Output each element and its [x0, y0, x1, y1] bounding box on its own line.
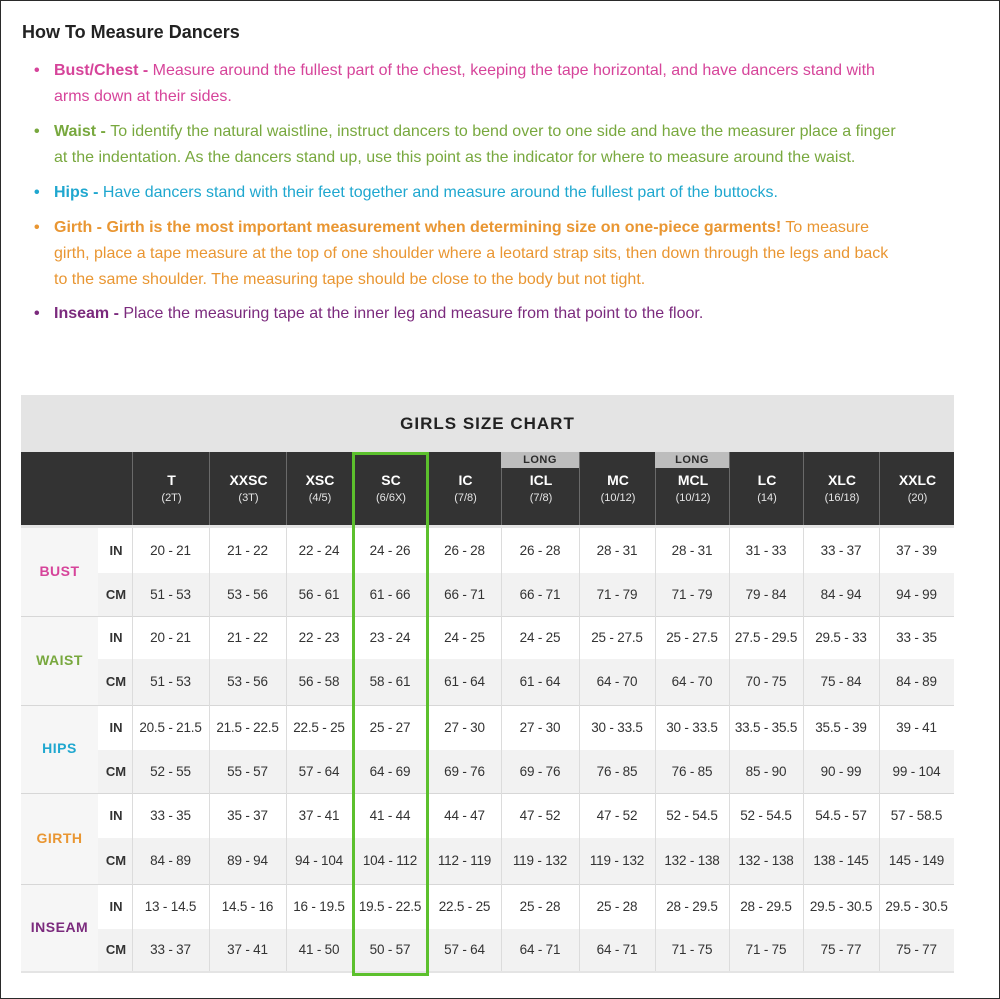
unit-label: IN — [109, 629, 123, 645]
table-cell: 44 - 47 — [444, 807, 485, 823]
category-divider — [21, 705, 954, 706]
tip-term: Girth — [54, 219, 93, 236]
size-code: SC — [381, 472, 401, 488]
size-equivalent: (20) — [907, 492, 928, 504]
category-label-hips: HIPS — [42, 740, 77, 756]
table-cell: 75 - 84 — [820, 674, 862, 689]
bullet-icon: • — [34, 123, 40, 140]
table-cell: 64 - 69 — [369, 763, 411, 779]
table-cell: 50 - 57 — [369, 942, 411, 957]
long-tag: LONG — [501, 452, 579, 468]
size-equivalent: (14) — [757, 492, 777, 504]
tip-separator: - — [109, 305, 124, 322]
column-divider — [352, 528, 353, 971]
size-code: LC — [757, 472, 777, 488]
table-cell: 66 - 71 — [444, 586, 485, 602]
category-label-girth: GIRTH — [36, 829, 83, 846]
table-cell: 61 - 64 — [519, 674, 561, 689]
table-cell: 94 - 99 — [896, 586, 937, 602]
table-cell: 112 - 119 — [437, 853, 492, 868]
table-cell: 90 - 99 — [820, 763, 862, 779]
table-cell: 26 - 28 — [444, 542, 485, 558]
tip-term: Inseam — [54, 305, 110, 322]
table-cell: 104 - 112 — [362, 853, 418, 868]
table-cell: 23 - 24 — [369, 629, 411, 645]
category-label-waist: WAIST — [36, 651, 83, 668]
size-code: IC — [458, 472, 473, 488]
table-cell: 16 - 19.5 — [293, 898, 345, 914]
table-cell: 25 - 28 — [596, 898, 638, 914]
table-cell: 22 - 23 — [298, 629, 340, 645]
table-cell: 21 - 22 — [227, 542, 268, 558]
tip-item-waist — [32, 119, 984, 171]
table-cell: 21 - 22 — [227, 629, 268, 645]
size-column-header-ic — [428, 452, 502, 525]
tip-term: Hips — [54, 184, 89, 201]
size-column-header-mcl — [655, 468, 730, 525]
tip-text: To measure — [781, 219, 869, 236]
size-code: XSC — [305, 472, 335, 488]
tip-separator: - — [96, 123, 111, 140]
table-cell: 22.5 - 25 — [293, 719, 345, 735]
table-cell: 29.5 - 33 — [815, 629, 867, 645]
tip-text: Place the measuring tape at the inner leg and measure from that point to the floor. — [123, 305, 704, 322]
table-cell: 27 - 30 — [444, 719, 485, 735]
category-divider — [21, 793, 954, 794]
size-code: XLC — [828, 472, 856, 488]
size-equivalent: (16/18) — [824, 492, 860, 504]
table-cell: 61 - 66 — [369, 586, 411, 602]
unit-label: IN — [109, 807, 123, 823]
table-cell: 26 - 28 — [519, 542, 561, 558]
unit-label: CM — [105, 942, 127, 957]
tip-separator: - — [138, 62, 153, 79]
size-column-header-xlc — [803, 452, 880, 525]
column-divider — [428, 528, 429, 971]
table-cell: 55 - 57 — [227, 763, 268, 779]
unit-label: IN — [109, 898, 123, 914]
column-divider — [729, 528, 730, 971]
chart-title: GIRLS SIZE CHART — [400, 414, 575, 433]
size-column-header-xxlc — [879, 452, 955, 525]
size-column-header-mc — [579, 452, 656, 525]
table-cell: 30 - 33.5 — [666, 719, 718, 735]
size-code: MCL — [677, 472, 709, 488]
table-cell: 19.5 - 22.5 — [358, 898, 422, 914]
table-cell: 28 - 29.5 — [740, 898, 792, 914]
table-cell: 25 - 27 — [369, 719, 411, 735]
table-cell: 27 - 30 — [519, 719, 561, 735]
table-cell: 52 - 55 — [150, 763, 191, 779]
table-cell: 41 - 44 — [369, 807, 411, 823]
table-cell: 145 - 149 — [888, 853, 945, 868]
tip-text-line2: girth, place a tape measure at the top of one shoulder where a leotard strap sits, then down through the legs and back — [54, 245, 889, 262]
unit-label: IN — [109, 542, 123, 558]
table-cell: 71 - 79 — [596, 586, 638, 602]
table-cell: 76 - 85 — [596, 763, 638, 779]
unit-label: CM — [105, 674, 127, 689]
tip-emphasis: Girth is the most important measurement when determining size on one-piece garments! — [106, 219, 782, 236]
tip-separator: - — [92, 219, 107, 236]
table-cell: 53 - 56 — [227, 586, 268, 602]
size-equivalent: (3T) — [238, 492, 259, 504]
table-cell: 35.5 - 39 — [815, 719, 867, 735]
bullet-icon: • — [34, 184, 40, 201]
table-cell: 39 - 41 — [896, 719, 937, 735]
column-divider — [655, 528, 656, 971]
table-cell: 138 - 145 — [813, 853, 869, 868]
bullet-icon: • — [34, 305, 40, 322]
table-cell: 85 - 90 — [745, 763, 787, 779]
table-cell: 35 - 37 — [227, 807, 268, 823]
table-cell: 24 - 25 — [519, 629, 561, 645]
page-title: How To Measure Dancers — [22, 22, 240, 42]
table-cell: 57 - 64 — [298, 763, 340, 779]
unit-label: CM — [105, 586, 127, 602]
category-divider — [21, 616, 954, 617]
table-cell: 33 - 37 — [150, 942, 191, 957]
table-cell: 84 - 94 — [820, 586, 862, 602]
size-equivalent: (7/8) — [529, 492, 553, 504]
table-cell: 21.5 - 22.5 — [216, 719, 279, 735]
table-cell: 56 - 58 — [298, 674, 340, 689]
bullet-icon: • — [34, 219, 40, 236]
size-code: ICL — [529, 472, 553, 488]
table-cell: 20 - 21 — [150, 542, 191, 558]
tip-item-girth — [32, 215, 984, 293]
column-divider — [501, 528, 502, 971]
unit-label: CM — [105, 763, 127, 779]
size-equivalent: (10/12) — [600, 492, 636, 504]
table-cell: 29.5 - 30.5 — [809, 898, 873, 914]
table-cell: 84 - 89 — [896, 674, 937, 689]
size-column-header-icl — [501, 468, 580, 525]
table-cell: 58 - 61 — [369, 674, 411, 689]
size-code: XXLC — [898, 472, 937, 488]
tip-text: Measure around the fullest part of the chest, keeping the tape horizontal, and have dancers stand with — [152, 62, 875, 79]
table-cell: 70 - 75 — [745, 674, 787, 689]
column-divider — [803, 528, 804, 971]
table-cell: 64 - 70 — [596, 674, 638, 689]
table-cell: 37 - 41 — [298, 807, 340, 823]
table-cell: 89 - 94 — [227, 853, 268, 868]
category-label-inseam: INSEAM — [30, 918, 89, 935]
category-divider — [21, 884, 954, 885]
column-divider — [286, 528, 287, 971]
long-tag: LONG — [655, 452, 729, 468]
table-cell: 56 - 61 — [298, 586, 340, 602]
tip-term: Waist — [54, 123, 97, 140]
tip-text-line2: at the indentation. As the dancers stand up, use this point as the indicator for where to measure around the waist. — [54, 149, 856, 166]
size-equivalent: (10/12) — [675, 492, 711, 504]
table-cell: 24 - 26 — [369, 542, 411, 558]
table-cell: 41 - 50 — [298, 942, 340, 957]
table-cell: 119 - 132 — [512, 853, 568, 868]
table-cell: 47 - 52 — [596, 807, 638, 823]
table-cell: 33 - 35 — [150, 807, 191, 823]
table-cell: 76 - 85 — [671, 763, 713, 779]
table-cell: 132 - 138 — [738, 853, 794, 868]
table-cell: 29.5 - 30.5 — [885, 898, 948, 914]
table-cell: 52 - 54.5 — [666, 807, 718, 823]
table-cell: 27.5 - 29.5 — [734, 629, 798, 645]
tip-text: Have dancers stand with their feet together and measure around the fullest part of the buttocks. — [102, 184, 778, 201]
table-cell: 51 - 53 — [150, 586, 191, 602]
tip-item-bustchest — [32, 58, 984, 110]
table-cell: 33.5 - 35.5 — [734, 719, 798, 735]
tip-term: Bust/Chest — [54, 62, 139, 79]
table-cell: 84 - 89 — [150, 853, 191, 868]
table-cell: 25 - 27.5 — [666, 629, 718, 645]
tip-text: To identify the natural waistline, instruct dancers to bend over to one side and have the measurer place a finger — [110, 123, 896, 140]
table-cell: 31 - 33 — [745, 542, 787, 558]
size-column-header-t — [132, 452, 210, 525]
table-cell: 25 - 28 — [519, 898, 561, 914]
table-cell: 71 - 75 — [745, 942, 787, 957]
size-code: MC — [607, 472, 629, 488]
table-cell: 75 - 77 — [896, 942, 937, 957]
table-cell: 69 - 76 — [444, 763, 485, 779]
tip-item-inseam — [32, 301, 984, 327]
table-cell: 57 - 64 — [444, 942, 485, 957]
table-cell: 64 - 70 — [671, 674, 713, 689]
table-cell: 57 - 58.5 — [890, 807, 943, 823]
table-cell: 37 - 39 — [896, 542, 937, 558]
size-column-header-lc — [729, 452, 804, 525]
table-cell: 99 - 104 — [892, 763, 941, 779]
table-cell: 79 - 84 — [745, 586, 787, 602]
table-cell: 24 - 25 — [444, 629, 485, 645]
table-cell: 75 - 77 — [820, 942, 862, 957]
table-cell: 132 - 138 — [664, 853, 720, 868]
table-cell: 53 - 56 — [227, 674, 268, 689]
table-cell: 47 - 52 — [519, 807, 561, 823]
table-cell: 22.5 - 25 — [438, 898, 491, 914]
table-cell: 14.5 - 16 — [221, 898, 274, 914]
table-cell: 54.5 - 57 — [815, 807, 867, 823]
size-equivalent: (7/8) — [454, 492, 477, 504]
table-cell: 66 - 71 — [519, 586, 561, 602]
table-cell: 28 - 31 — [596, 542, 638, 558]
column-divider — [579, 528, 580, 971]
column-divider — [209, 528, 210, 971]
table-cell: 71 - 79 — [671, 586, 713, 602]
table-cell: 28 - 31 — [671, 542, 713, 558]
unit-label: IN — [109, 719, 123, 735]
column-divider — [132, 528, 133, 971]
table-cell: 64 - 71 — [519, 942, 561, 957]
table-cell: 33 - 37 — [820, 542, 862, 558]
tip-item-hips — [32, 180, 984, 206]
size-equivalent: (6/6X) — [376, 492, 406, 504]
table-cell: 64 - 71 — [596, 942, 638, 957]
table-cell: 51 - 53 — [150, 674, 191, 689]
tip-text-line3: to the same shoulder. The measuring tape should be close to the body but not tight. — [54, 271, 646, 288]
table-cell: 22 - 24 — [298, 542, 340, 558]
table-cell: 61 - 64 — [444, 674, 485, 689]
table-cell: 94 - 104 — [295, 853, 343, 868]
size-equivalent: (4/5) — [308, 492, 332, 504]
table-cell: 37 - 41 — [227, 942, 268, 957]
table-cell: 30 - 33.5 — [591, 719, 643, 735]
size-equivalent: (2T) — [161, 492, 182, 504]
table-cell: 28 - 29.5 — [666, 898, 718, 914]
size-column-header-sc — [352, 452, 429, 525]
size-code: T — [167, 472, 176, 488]
table-cell: 33 - 35 — [896, 629, 937, 645]
table-cell: 20 - 21 — [150, 629, 191, 645]
size-code: XXSC — [229, 472, 268, 488]
table-cell: 52 - 54.5 — [740, 807, 792, 823]
column-divider — [879, 528, 880, 971]
size-column-header-xsc — [286, 452, 353, 525]
table-cell: 69 - 76 — [519, 763, 561, 779]
table-cell: 25 - 27.5 — [591, 629, 643, 645]
size-column-header-xxsc — [209, 452, 287, 525]
table-cell: 71 - 75 — [671, 942, 713, 957]
bullet-icon: • — [34, 62, 40, 79]
table-cell: 119 - 132 — [589, 853, 645, 868]
table-cell: 13 - 14.5 — [144, 898, 197, 914]
unit-label: CM — [105, 853, 127, 868]
tip-separator: - — [88, 184, 103, 201]
table-cell: 20.5 - 21.5 — [139, 719, 202, 735]
category-label-bust: BUST — [39, 563, 80, 579]
tip-text-line2: arms down at their sides. — [54, 88, 232, 105]
